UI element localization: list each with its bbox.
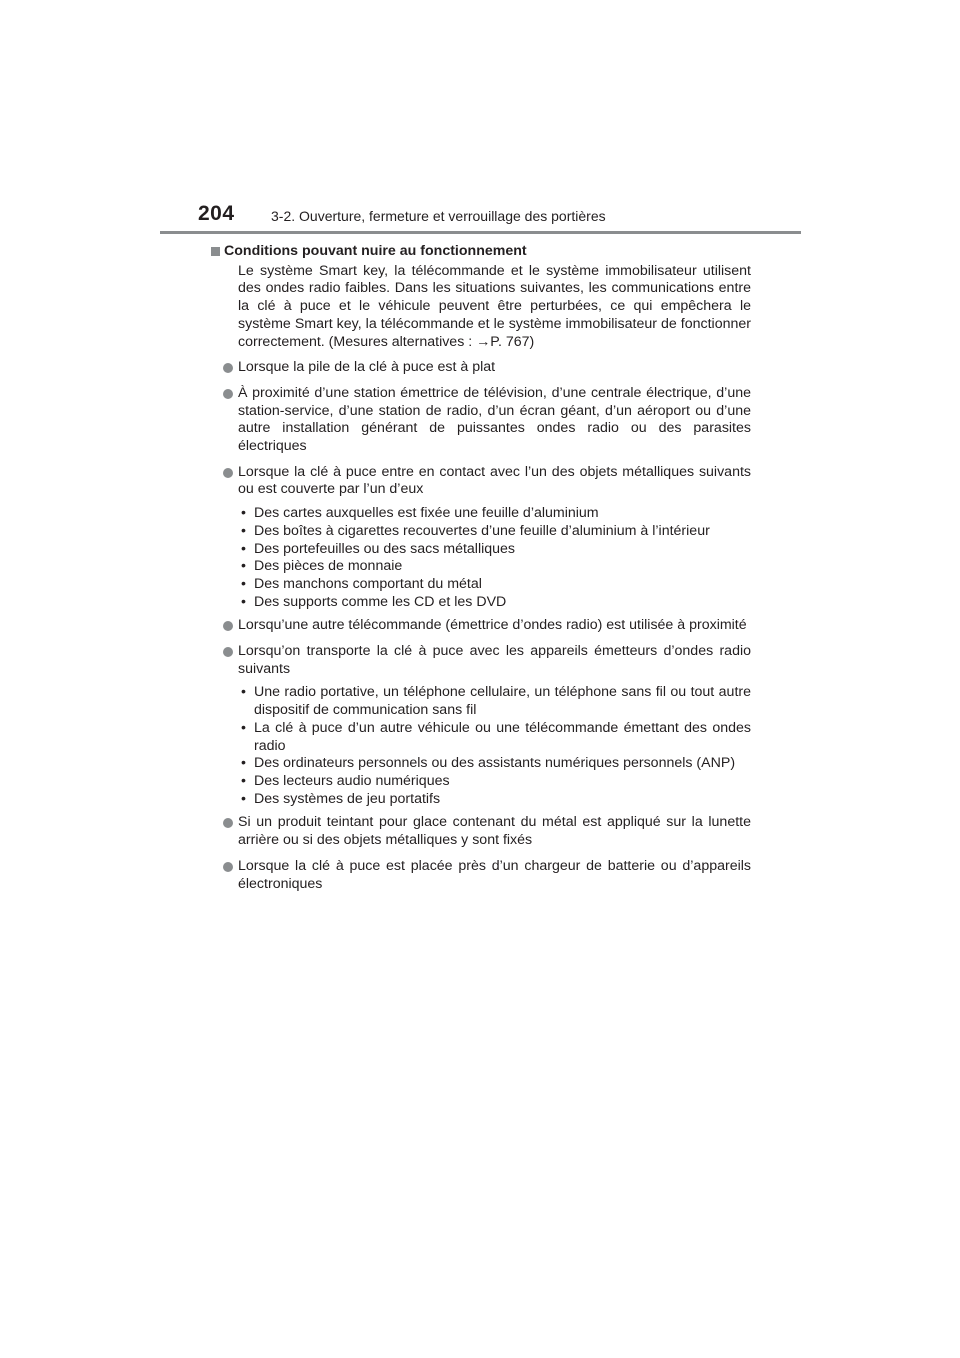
sub-list-item-text: Des systèmes de jeu portatifs — [254, 790, 441, 807]
circle-bullet-icon — [223, 363, 233, 373]
dot-bullet-icon: • — [241, 684, 246, 701]
dot-bullet-icon: • — [241, 558, 246, 575]
dot-bullet-icon: • — [241, 540, 246, 557]
dot-bullet-icon: • — [241, 719, 246, 736]
sub-list-item-text: Des pièces de monnaie — [254, 558, 403, 575]
chapter-title: 3-2. Ouverture, fermeture et verrouillage des portières — [271, 208, 606, 224]
list-item — [238, 385, 751, 456]
circle-bullet-icon — [223, 621, 233, 631]
list-item-text: Si un produit teintant pour glace contenant du métal est appliqué sur la lunette arrière ou si des objets métalliques y sont fixés — [238, 814, 751, 849]
list-item — [238, 814, 751, 849]
dot-bullet-icon: • — [241, 505, 246, 522]
list-item-text: Lorsque la pile de la clé à puce est à plat — [238, 359, 496, 376]
sub-list-item — [238, 523, 751, 541]
sub-list-item — [238, 791, 751, 809]
list-item — [238, 617, 751, 635]
sub-list-item-text: Des cartes auxquelles est fixée une feuille d’aluminium — [254, 505, 599, 522]
sub-list — [238, 505, 751, 611]
list-item-text: Lorsqu’on transporte la clé à puce avec les appareils émetteurs d’ondes radio suivants — [238, 643, 751, 677]
dot-bullet-icon: • — [241, 755, 246, 772]
circle-bullet-icon — [223, 647, 233, 657]
sub-list-item-text: Des lecteurs audio numériques — [254, 772, 450, 789]
sub-list-item — [238, 755, 751, 773]
condition-list — [224, 359, 751, 893]
dot-bullet-icon: • — [241, 593, 246, 610]
list-item — [238, 643, 751, 678]
sub-list-item-text: Des ordinateurs personnels ou des assistants numériques personnels (ANP) — [254, 755, 736, 772]
dot-bullet-icon: • — [241, 790, 246, 807]
circle-bullet-icon — [223, 468, 233, 478]
circle-bullet-icon — [223, 818, 233, 828]
page-content — [224, 243, 751, 901]
page-number: 204 — [198, 202, 235, 225]
sub-list-item-text: Des portefeuilles ou des sacs métalliques — [254, 540, 516, 557]
sub-list-item — [238, 541, 751, 559]
sub-list-item-text: La clé à puce d’un autre véhicule ou une télécommande émettant des ondes radio — [254, 719, 751, 754]
sub-list-item — [238, 773, 751, 791]
dot-bullet-icon: • — [241, 522, 246, 539]
header-rule — [160, 231, 801, 234]
list-item — [238, 858, 751, 893]
sub-list-item-text: Des boîtes à cigarettes recouvertes d’une feuille d’aluminium à l’intérieur — [254, 522, 710, 539]
sub-list-item — [238, 594, 751, 612]
section-heading — [224, 243, 751, 261]
sub-list-item — [238, 684, 751, 719]
section-heading-text: Conditions pouvant nuire au fonctionnement — [224, 243, 527, 259]
dot-bullet-icon: • — [241, 575, 246, 592]
sub-list-item-text: Une radio portative, un téléphone cellulaire, un téléphone sans fil ou tout autre dispositif de communication sans fil — [254, 684, 751, 719]
dot-bullet-icon: • — [241, 772, 246, 789]
sub-list-item — [238, 558, 751, 576]
list-item-text: À proximité d’une station émettrice de télévision, d’une centrale électrique, d’une station-service, d’une station de radio, d’un écran géant, d’un aéroport ou d’une autre installation générant de puissantes ondes radio ou des parasites électriques — [238, 384, 751, 455]
list-item — [238, 359, 751, 377]
circle-bullet-icon — [223, 389, 233, 399]
sub-list-item — [238, 720, 751, 755]
page-header — [0, 0, 960, 240]
sub-list — [238, 684, 751, 808]
sub-list-item-text: Des manchons comportant du métal — [254, 575, 482, 592]
square-bullet-icon — [211, 247, 220, 256]
intro-paragraph: Le système Smart key, la télécommande et le système immobilisateur utilisent des ondes radio faibles. Dans les situations suivantes, les communications entre la clé à puce et le véhicule peuvent être perturbées, ce qui empêchera le système Smart key, la télécommande et le système immobilisateur de fonctionner correctement. (Mesures alternatives : →P. 767) — [238, 262, 751, 350]
list-item-text: Lorsque la clé à puce est placée près d’un chargeur de batterie ou d’appareils électroniques — [238, 857, 751, 892]
list-item-text: Lorsque la clé à puce entre en contact avec l’un des objets métalliques suivants ou est couverte par l’un d’eux — [238, 463, 751, 498]
list-item-text: Lorsqu’une autre télécommande (émettrice d’ondes radio) est utilisée à proximité — [238, 617, 747, 634]
sub-list-item — [238, 505, 751, 523]
sub-list-item-text: Des supports comme les CD et les DVD — [254, 593, 507, 610]
list-item — [238, 464, 751, 499]
circle-bullet-icon — [223, 862, 233, 872]
sub-list-item — [238, 576, 751, 594]
